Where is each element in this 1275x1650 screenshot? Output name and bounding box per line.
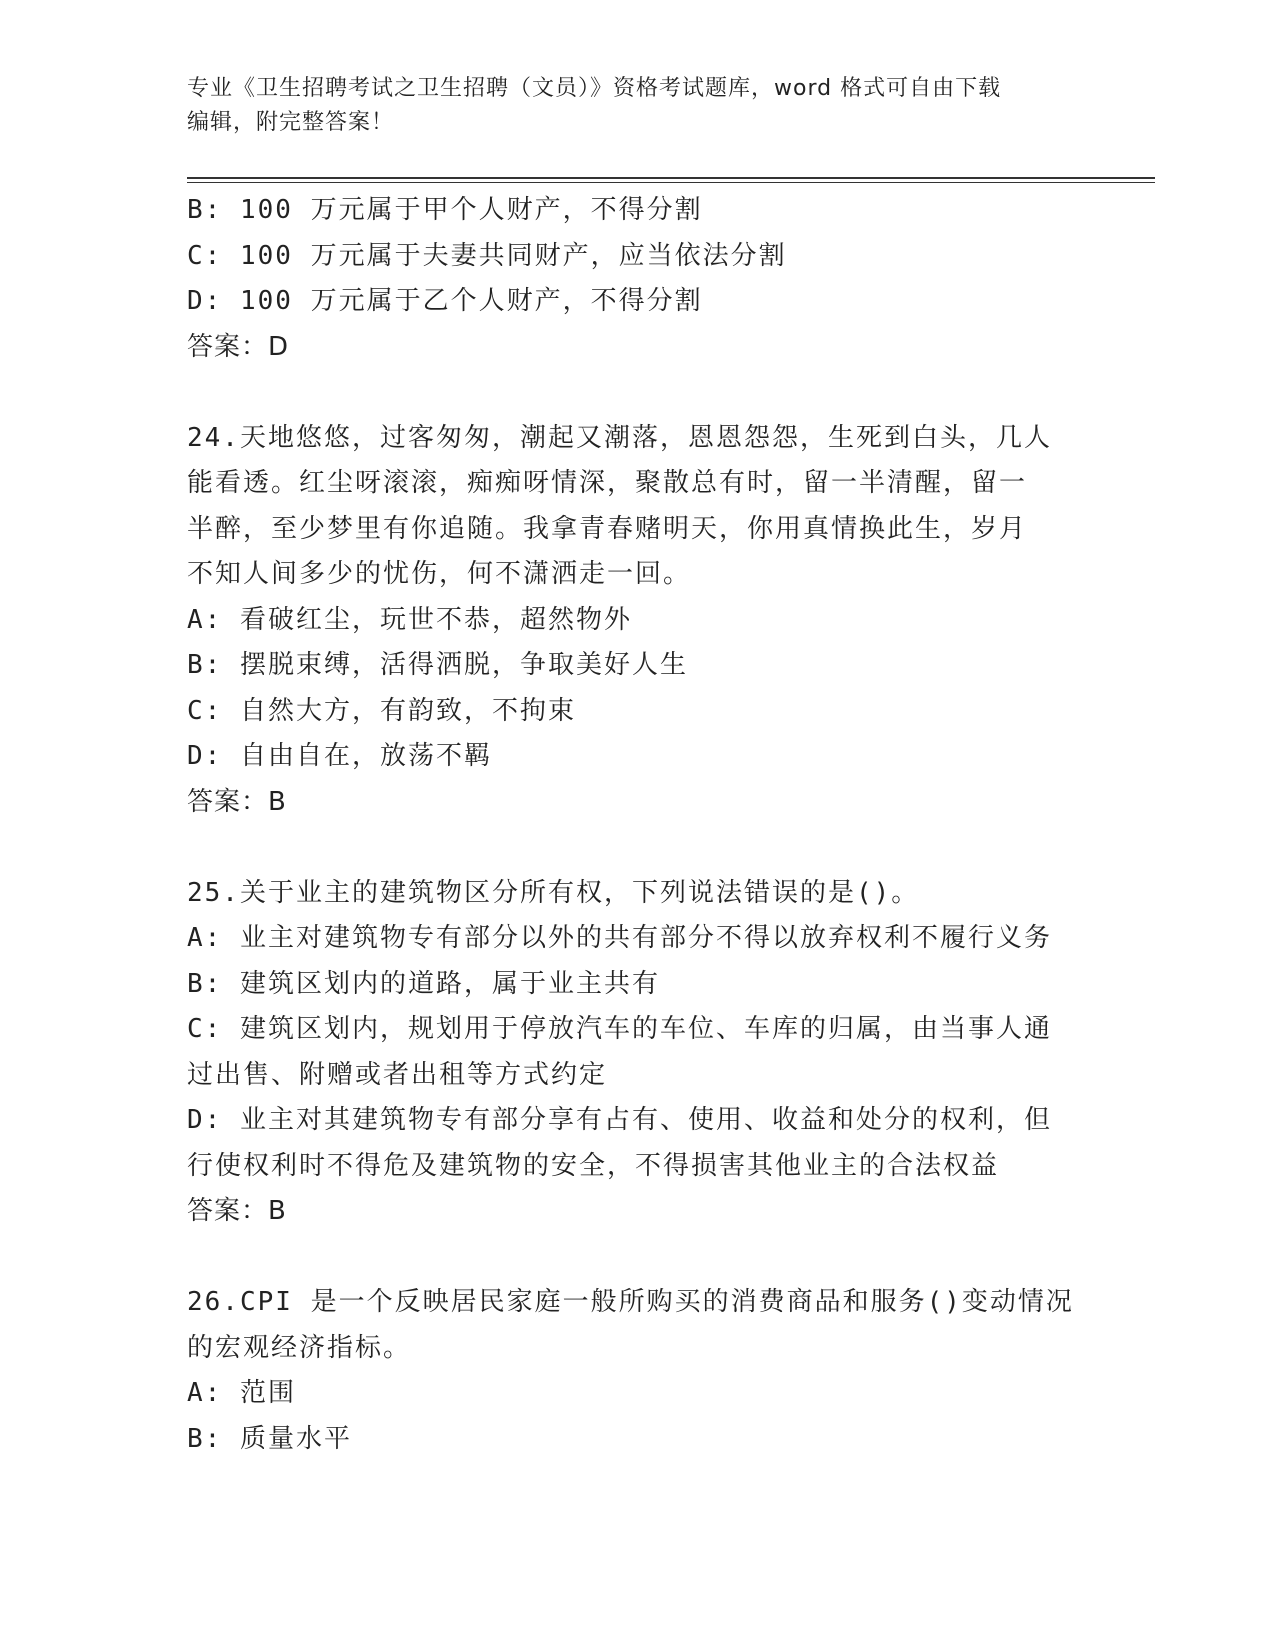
q24-stem-line-1: 24.天地悠悠，过客匆匆，潮起又潮落，恩恩怨怨，生死到白头，几人 (187, 422, 1052, 453)
q24-stem-line-3: 半醉，至少梦里有你追随。我拿青春赌明天，你用真情换此生，岁月 (187, 513, 1028, 544)
q24-stem-line-4: 不知人间多少的忧伤，何不潇洒走一回。 (187, 559, 692, 589)
q25-option-d-line-1: D: 业主对其建筑物专有部分享有占有、使用、收益和处分的权利，但 (187, 1105, 1052, 1135)
header-line-1: 专业《卫生招聘考试之卫生招聘（文员）》资格考试题库，word 格式可自由下载 (187, 76, 1002, 101)
q25-option-c-line-1: C: 建筑区划内，规划用于停放汽车的车位、车库的归属，由当事人通 (187, 1014, 1052, 1044)
q23-answer: 答案：D (187, 331, 290, 362)
q24-option-a: A: 看破红尘，玩世不恭，超然物外 (187, 604, 632, 635)
q26-stem-line-2: 的宏观经济指标。 (187, 1332, 412, 1363)
q25-answer: 答案：B (187, 1196, 287, 1226)
document-header (187, 72, 1087, 140)
q24-option-b: B: 摆脱束缚，活得洒脱，争取美好人生 (187, 650, 688, 680)
question-content (187, 188, 1087, 1462)
q26-option-b: B: 质量水平 (187, 1423, 352, 1454)
q24-option-c: C: 自然大方，有韵致，不拘束 (187, 695, 576, 726)
spacer (187, 825, 1087, 871)
q25-option-b: B: 建筑区划内的道路，属于业主共有 (187, 968, 660, 999)
q26-stem-line-1: 26.CPI 是一个反映居民家庭一般所购买的消费商品和服务()变动情况 (187, 1287, 1074, 1317)
q26-option-a: A: 范围 (187, 1378, 296, 1408)
q23-option-d: D: 100 万元属于乙个人财产，不得分割 (187, 286, 703, 316)
spacer (187, 370, 1087, 416)
q23-option-b: B: 100 万元属于甲个人财产，不得分割 (187, 195, 703, 225)
q25-option-c-line-2: 过出售、附赠或者出租等方式约定 (187, 1059, 608, 1090)
header-line-2: 编辑，附完整答案！ (187, 110, 395, 135)
spacer (187, 1235, 1087, 1281)
q24-answer: 答案：B (187, 786, 287, 817)
header-divider-thin (187, 182, 1155, 183)
q23-option-c: C: 100 万元属于夫妻共同财产，应当依法分割 (187, 240, 787, 271)
q24-option-d: D: 自由自在，放荡不羁 (187, 741, 492, 771)
header-divider-thick (187, 177, 1155, 179)
q25-option-a: A: 业主对建筑物专有部分以外的共有部分不得以放弃权利不履行义务 (187, 923, 1052, 953)
q25-option-d-line-2: 行使权利时不得危及建筑物的安全，不得损害其他业主的合法权益 (187, 1150, 1000, 1181)
q24-stem-line-2: 能看透。红尘呀滚滚，痴痴呀情深，聚散总有时，留一半清醒，留一 (187, 468, 1028, 498)
q25-stem: 25.关于业主的建筑物区分所有权，下列说法错误的是()。 (187, 877, 920, 908)
